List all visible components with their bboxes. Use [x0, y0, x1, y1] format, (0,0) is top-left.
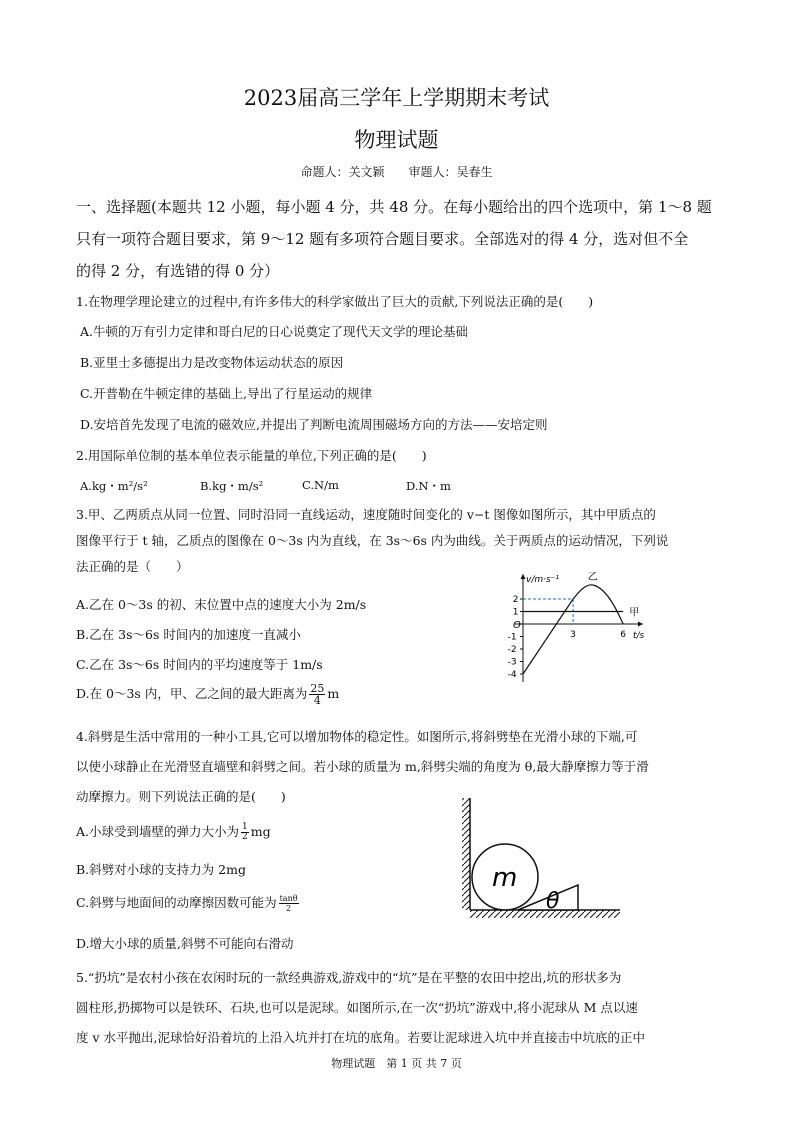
exam-authors: 命题人：关文颖 审题人：吴春生 [300, 165, 493, 179]
q4-option-c-text: C.斜劈与地面间的动摩擦因数可能为 [76, 895, 277, 910]
q3-stem-line1: 3.甲、乙两质点从同一位置、同时沿同一直线运动，速度随时间变化的 v−t 图像如图所示，其中甲质点的 [76, 507, 656, 522]
q3-option-a: A.乙在 0～3s 的初、末位置中点的速度大小为 2m/s [76, 597, 367, 612]
vt-y-tick-label: -2 [507, 645, 517, 655]
vt-y-arrow [521, 574, 526, 579]
vt-x-tick-label: 3 [570, 630, 576, 640]
q4-option-d: D.增大小球的质量,斜劈不可能向右滑动 [76, 936, 294, 951]
q4-option-a-denominator: 2 [242, 832, 248, 842]
vt-axes [512, 574, 643, 682]
q1-option-c: C.开普勒在牛顿定律的基础上,导出了行星运动的规律 [80, 386, 373, 401]
q1-option-a: A.牛顿的万有引力定律和哥白尼的日心说奠定了现代天文学的理论基础 [80, 324, 469, 339]
vt-x-axis-label: t/s [633, 631, 645, 641]
ball-mass-label: m [492, 863, 518, 893]
q1-stem: 1.在物理学理论建立的过程中,有许多伟大的科学家做出了巨大的贡献,下列说法正确的是( ) [76, 294, 594, 309]
q4-option-b: B.斜劈对小球的支持力为 2mg [76, 862, 246, 877]
q4-option-c-denominator: 2 [286, 904, 292, 913]
q3-option-c: C.乙在 3s～6s 时间内的平均速度等于 1m/s [76, 657, 323, 672]
q4-option-c-numerator: tanθ [279, 894, 298, 903]
ground-hatching [470, 910, 620, 918]
q4-option-c-fraction [279, 894, 299, 913]
vt-x-tick-label: 6 [620, 630, 626, 640]
q3-option-d-denominator: 4 [313, 694, 321, 707]
q4-stem-line2: 以使小球静止在光滑竖直墙壁和斜劈之间。若小球的质量为 m,斜劈尖端的角度为 θ,最大静摩擦力等于滑 [76, 759, 649, 774]
vt-origin-label: O [513, 620, 521, 631]
q3-option-d-unit: m [327, 686, 340, 701]
exam-title: 2023届高三学年上学期期末考试 [243, 86, 550, 110]
q1-option-b: B.亚里士多德提出力是改变物体运动状态的原因 [80, 355, 344, 370]
q3-option-b: B.乙在 3s～6s 时间内的加速度一直减小 [76, 627, 301, 642]
q3-option-d-text: D.在 0～3s 内，甲、乙之间的最大距离为 [76, 686, 308, 701]
q2-option-a: A.kg・m²/s² [80, 479, 148, 493]
q4-option-a [76, 822, 271, 842]
q1-option-d: D.安培首先发现了电流的磁效应,并提出了判断电流周围磁场方向的方法——安培定则 [80, 417, 548, 432]
q5-line1: 5.“扔坑”是农村小孩在农闲时玩的一款经典游戏,游戏中的“坑”是在平整的农田中挖出,坑的形状多为 [76, 970, 622, 985]
section-instructions-line2: 只有一项符合题目要求，第 9～12 题有多项符合题目要求。全部选对的得 4 分，选对但不全 [76, 230, 689, 248]
vt-series-label: 甲 [629, 607, 640, 619]
vt-y-tick-label: -1 [507, 632, 517, 643]
q2-option-b: B.kg・m/s² [200, 479, 264, 493]
q3-stem-line2: 图像平行于 t 轴，乙质点的图像在 0～3s 内为直线，在 3s～6s 内为曲线。关于两质点的运动情况，下列说 [76, 533, 669, 548]
vt-y-tick-label: 1 [512, 607, 519, 618]
q4-stem-line3: 动摩擦力。则下列说法正确的是( ) [76, 789, 286, 804]
section-instructions-line3: 的得 2 分，有选错的得 0 分） [76, 262, 280, 280]
q4-option-a-suffix: mg [250, 824, 271, 839]
q3-stem-line3: 法正确的是（ ） [76, 559, 189, 574]
vt-series-label: 乙 [587, 571, 598, 583]
q3-option-d [76, 683, 339, 706]
section-instructions-line1: 一、选择题(本题共 12 小题，每小题 4 分，共 48 分。在每小题给出的四个选项中，第 1～8 题 [76, 198, 712, 216]
q5-line3: 度 v 水平抛出,泥球恰好沿着坑的上沿入坑并打在坑的底角。若要让泥球进入坑中并直接击中坑底的正中 [76, 1030, 645, 1045]
vt-y-axis-label: v/m·s⁻¹ [526, 575, 560, 585]
wedge-angle-label: θ [546, 889, 560, 914]
q4-stem-line1: 4.斜劈是生活中常用的一种小工具,它可以增加物体的稳定性。如图所示,将斜劈垫在光滑小球的下端,可 [76, 729, 638, 744]
vt-y-tick-label: 2 [512, 595, 519, 605]
q4-option-a-numerator: 1 [242, 822, 248, 832]
page-footer: 物理试题 第 1 页 共 7 页 [331, 1057, 462, 1070]
q3-option-d-fraction [309, 683, 325, 706]
q5-line2: 圆柱形,扔掷物可以是铁环、石块,也可以是泥球。如图所示,在一次“扔坑”游戏中,将小泥球从 M 点以速 [76, 1000, 638, 1015]
vt-graph [495, 568, 655, 686]
q3-option-d-numerator: 25 [310, 682, 325, 695]
vt-y-tick-label: -3 [507, 657, 517, 668]
vt-y-tick-label: -4 [507, 670, 517, 680]
vt-x-arrow [638, 622, 643, 627]
q4-option-a-text: A.小球受到墙壁的弹力大小为 [76, 824, 240, 839]
exam-subtitle: 物理试题 [354, 128, 439, 152]
wall-hatching [462, 798, 470, 910]
q4-option-a-fraction [241, 823, 249, 842]
q2-option-c: C.N/m [302, 478, 339, 492]
wedge-figure [458, 792, 628, 922]
q2-stem: 2.用国际单位制的基本单位表示能量的单位,下列正确的是( ) [76, 448, 427, 463]
q4-option-c [76, 893, 301, 913]
q2-option-d: D.N・m [406, 479, 451, 493]
